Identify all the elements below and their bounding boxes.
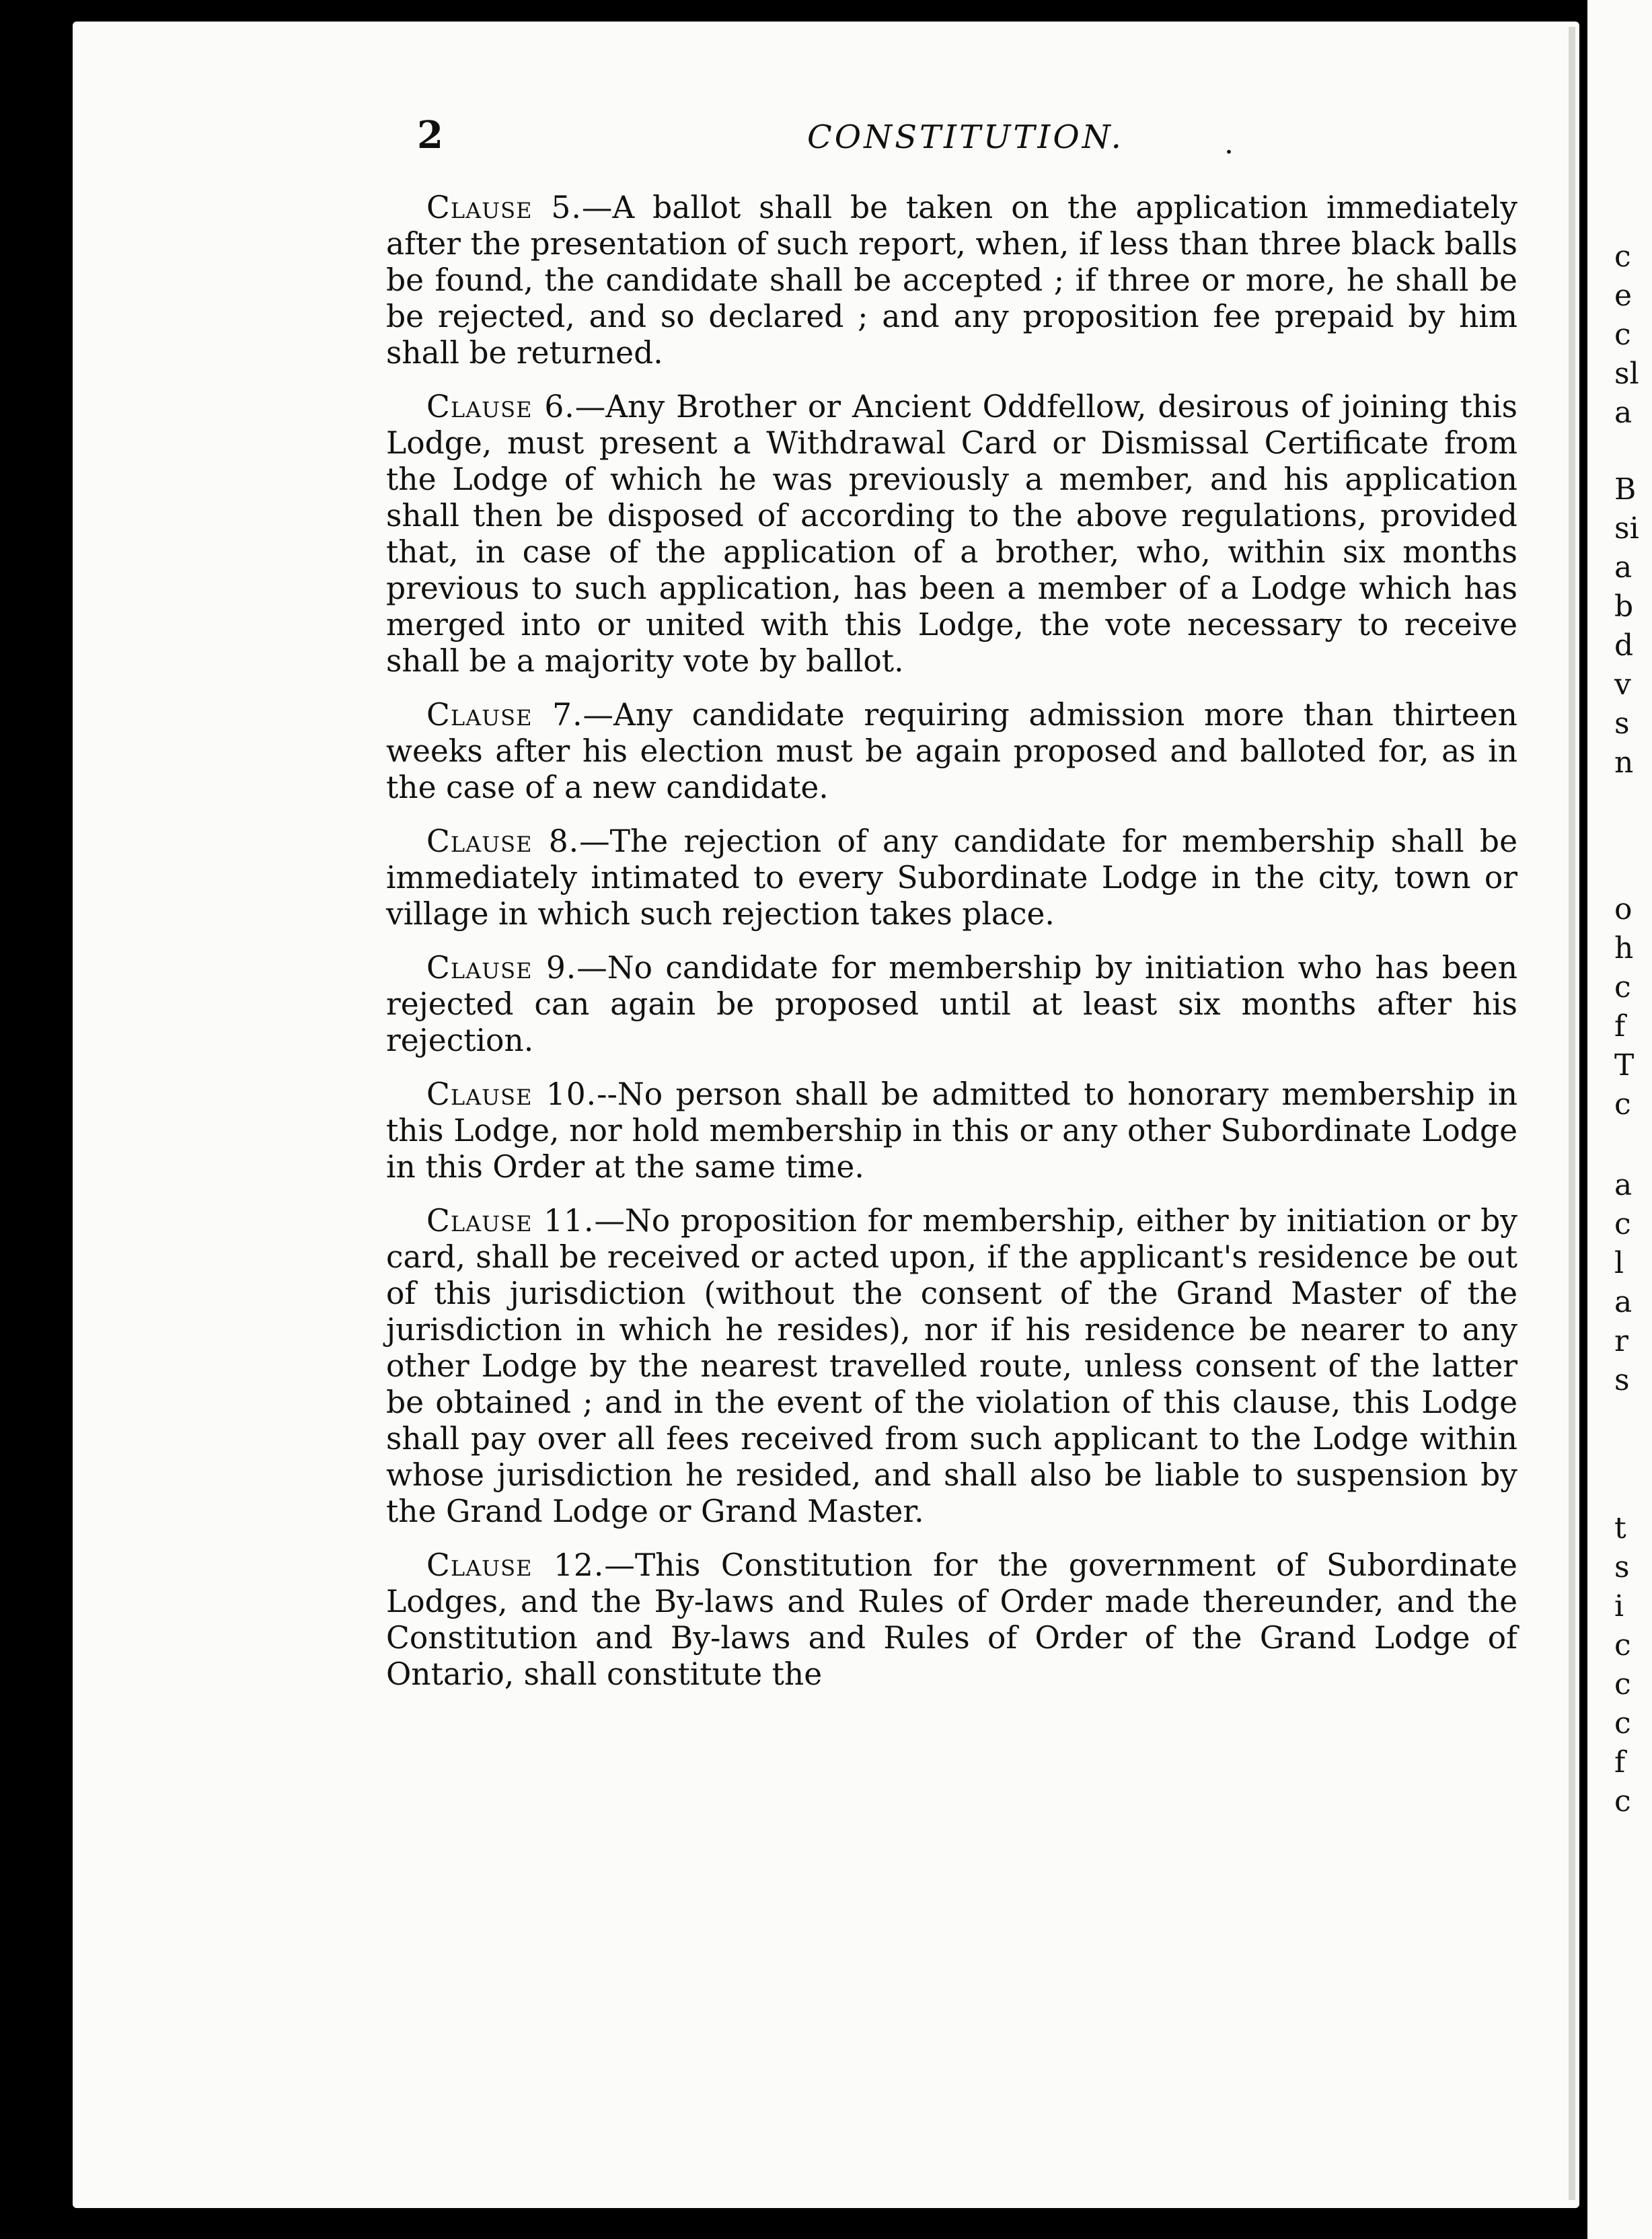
adjacent-page-letter: a [1614, 396, 1632, 430]
adjacent-page-letter: l [1614, 1246, 1624, 1280]
adjacent-page-letter: f [1614, 1009, 1626, 1043]
adjacent-page-letter: T [1614, 1048, 1635, 1082]
clause-heading: Clause 5. [426, 190, 582, 225]
adjacent-page-letter: c [1614, 1667, 1631, 1701]
page-header [417, 113, 1426, 167]
adjacent-page-letter: c [1614, 1706, 1631, 1740]
adjacent-page-letter: c [1614, 1784, 1631, 1819]
adjacent-page-letter: t [1614, 1511, 1626, 1545]
adjacent-page-letter: r [1614, 1324, 1629, 1358]
running-title: CONSTITUTION. [807, 118, 1124, 156]
clauses-body [386, 190, 1517, 1710]
adjacent-page-letter: s [1614, 1550, 1630, 1584]
clause-heading: Clause 12. [426, 1547, 605, 1583]
adjacent-page-letter: f [1614, 1745, 1626, 1779]
adjacent-page-letter: si [1614, 511, 1639, 546]
adjacent-page-letter: c [1614, 1087, 1631, 1122]
page-number: 2 [417, 113, 443, 157]
adjacent-page-letter: b [1614, 589, 1634, 624]
clause-text: —No proposition for membership, either by initiation or by card, shall be received or acted upon, if the applicant's residence be out of this jurisdiction (without the consent of the Grand Master of the jurisdiction in which he resides), nor if his residence be nearer to any other Lodge by the nearest travelled route, unless consent of the latter be obtained ; and in the event of the violation of this clause, this Lodge shall pay over all fees received from such applicant to the Lodge within whose jurisdiction he resided, and shall also be liable to suspension by the Grand Lodge or Grand Master. [386, 1203, 1517, 1529]
clause-text: —This Constitution for the government of Subordinate Lodges, and the By-laws and Rules of Order made thereunder, and the Constitution and By-laws and Rules of Order of the Grand Lodge of Ontario, shall constitute the [386, 1547, 1517, 1692]
clause-text: —Any Brother or Ancient Oddfellow, desirous of joining this Lodge, must present a Withdrawal Card or Dismissal Certificate from the Lodge of which he was previously a member, and his application shall then be disposed of according to the above regulations, provided that, in case of the application of a brother, who, within six months previous to such application, has been a member of a Lodge which has merged into or united with this Lodge, the vote necessary to receive shall be a majority vote by ballot. [386, 389, 1517, 679]
clause-heading: Clause 10. [426, 1076, 597, 1112]
adjacent-page-letter: v [1614, 667, 1631, 702]
clause-heading: Clause 9. [426, 950, 577, 986]
adjacent-page-letter: o [1614, 892, 1632, 926]
clause-8 [386, 823, 1517, 932]
clause-text: —No candidate for membership by initiation who has been rejected can again be proposed until at least six months after his rejection. [386, 950, 1517, 1058]
clause-9 [386, 950, 1517, 1059]
adjacent-page-letter: c [1614, 1207, 1631, 1241]
clause-6 [386, 389, 1517, 680]
clause-heading: Clause 7. [426, 697, 583, 733]
clause-heading: Clause 6. [426, 389, 575, 425]
clause-10 [386, 1076, 1517, 1185]
clause-7 [386, 697, 1517, 806]
adjacent-page-letter: e [1614, 279, 1632, 313]
clause-heading: Clause 11. [426, 1203, 595, 1239]
clause-text: --No person shall be admitted to honorary membership in this Lodge, nor hold membership in this or any other Subordinate Lodge in this Order at the same time. [386, 1076, 1517, 1185]
clause-text: —Any candidate requiring admission more than thirteen weeks after his election must be again proposed and balloted for, as in the case of a new candidate. [386, 697, 1517, 805]
adjacent-page-letter: s [1614, 1363, 1630, 1397]
clause-12 [386, 1547, 1517, 1693]
clause-heading: Clause 8. [426, 823, 580, 859]
adjacent-page-letter: sl [1614, 357, 1639, 391]
adjacent-page-letter: i [1614, 1589, 1624, 1623]
clause-5 [386, 190, 1517, 371]
adjacent-page-letter: c [1614, 240, 1631, 274]
clause-text: —The rejection of any candidate for membership shall be immediately intimated to every Subordinate Lodge in the city, town or village in which such rejection takes place. [386, 823, 1517, 932]
adjacent-page-letter: a [1614, 1285, 1632, 1319]
clause-11 [386, 1203, 1517, 1530]
adjacent-page-letter: c [1614, 1628, 1631, 1662]
adjacent-page-letter: B [1614, 472, 1637, 507]
adjacent-page-letter: d [1614, 628, 1634, 663]
header-mark: . [1224, 126, 1234, 161]
clause-text: —A ballot shall be taken on the application immediately after the presentation of such report, when, if less than three black balls be found, the candidate shall be accepted ; if three or more, he shall be be rejected, and so declared ; and any proposition fee prepaid by him shall be returned. [386, 190, 1517, 371]
adjacent-page-letter: h [1614, 931, 1634, 965]
adjacent-page-letter: a [1614, 1168, 1632, 1202]
adjacent-page-letter: n [1614, 745, 1634, 780]
adjacent-page-letter: c [1614, 970, 1631, 1004]
adjacent-page-letter: c [1614, 318, 1631, 352]
adjacent-page-letter: s [1614, 706, 1630, 741]
adjacent-page-letter: a [1614, 550, 1632, 585]
page-gutter [1569, 27, 1575, 2200]
